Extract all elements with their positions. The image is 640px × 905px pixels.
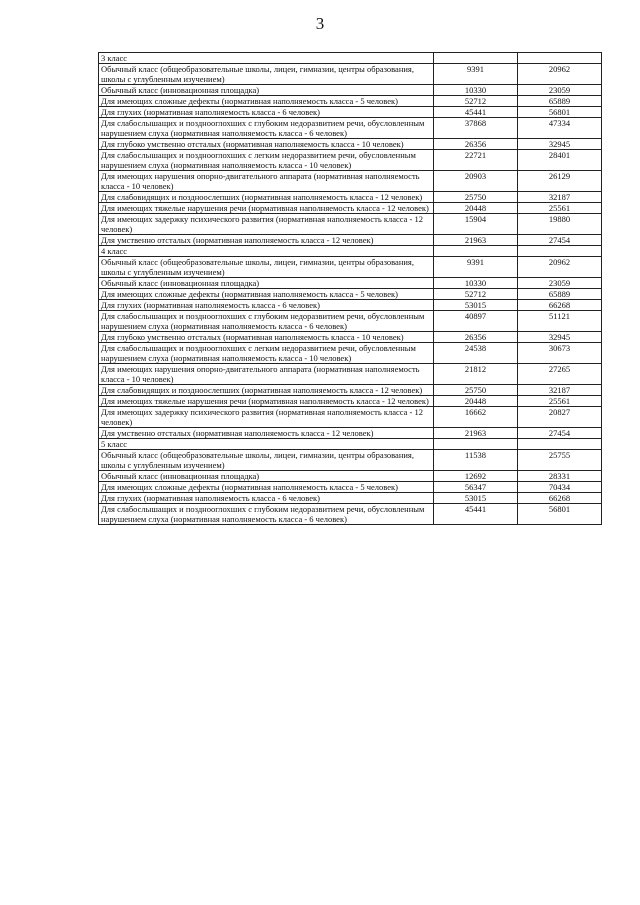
section-header-row (99, 439, 602, 450)
section-empty-cell-2 (518, 439, 602, 450)
table-row (99, 450, 602, 471)
table-row (99, 311, 602, 332)
table-row (99, 332, 602, 343)
row-label: Для слабослышащих и позднооглохших с легким недоразвитием речи, обусловленным нарушением слуха (нормативная наполняемость класса - 10 человек) (99, 150, 434, 171)
row-value-2: 23059 (518, 278, 602, 289)
row-value-2: 25561 (518, 203, 602, 214)
section-header-row (99, 246, 602, 257)
row-value-1: 11538 (434, 450, 518, 471)
cost-norms-table (98, 52, 602, 525)
row-label: Для имеющих сложные дефекты (нормативная наполняемость класса - 5 человек) (99, 96, 434, 107)
row-value-1: 24538 (434, 343, 518, 364)
row-label: Для слабовидящих и поздноослепших (нормативная наполняемость класса - 12 человек) (99, 385, 434, 396)
row-value-1: 45441 (434, 504, 518, 525)
row-value-2: 66268 (518, 300, 602, 311)
row-value-2: 51121 (518, 311, 602, 332)
row-value-2: 66268 (518, 493, 602, 504)
row-label: Обычный класс (общеобразовательные школы, лицеи, гимназии, центры образования, школы с углубленным изучением) (99, 64, 434, 85)
row-label: Обычный класс (инновационная площадка) (99, 278, 434, 289)
row-value-1: 25750 (434, 385, 518, 396)
row-label: Для слабослышащих и позднооглохших с легким недоразвитием речи, обусловленным нарушением слуха (нормативная наполняемость класса - 10 человек) (99, 343, 434, 364)
row-value-1: 56347 (434, 482, 518, 493)
row-label: Для имеющих тяжелые нарушения речи (нормативная наполняемость класса - 12 человек) (99, 203, 434, 214)
row-value-1: 21963 (434, 235, 518, 246)
table-row (99, 289, 602, 300)
table-row (99, 214, 602, 235)
row-label: Обычный класс (общеобразовательные школы, лицеи, гимназии, центры образования, школы с углубленным изучением) (99, 450, 434, 471)
row-label: Для слабослышащих и позднооглохших с глубоким недоразвитием речи, обусловленным нарушением слуха (нормативная наполняемость класса - 6 человек) (99, 504, 434, 525)
table-row (99, 139, 602, 150)
row-value-1: 20903 (434, 171, 518, 192)
row-value-1: 10330 (434, 85, 518, 96)
table-row (99, 96, 602, 107)
row-value-2: 32945 (518, 139, 602, 150)
row-label: Обычный класс (инновационная площадка) (99, 471, 434, 482)
row-label: Для глухих (нормативная наполняемость класса - 6 человек) (99, 493, 434, 504)
row-value-2: 32187 (518, 192, 602, 203)
section-empty-cell-2 (518, 246, 602, 257)
row-label: Обычный класс (инновационная площадка) (99, 85, 434, 96)
row-value-2: 32187 (518, 385, 602, 396)
table-row (99, 396, 602, 407)
row-value-2: 28401 (518, 150, 602, 171)
row-label: Для имеющих нарушения опорно-двигательного аппарата (нормативная наполняемость класса - 10 человек) (99, 364, 434, 385)
table-row (99, 482, 602, 493)
row-value-2: 25561 (518, 396, 602, 407)
row-value-2: 32945 (518, 332, 602, 343)
table-row (99, 171, 602, 192)
row-label: Для глубоко умственно отсталых (нормативная наполняемость класса - 10 человек) (99, 332, 434, 343)
row-label: Для умственно отсталых (нормативная наполняемость класса - 12 человек) (99, 235, 434, 246)
row-value-1: 9391 (434, 257, 518, 278)
row-label: Для имеющих нарушения опорно-двигательного аппарата (нормативная наполняемость класса - 10 человек) (99, 171, 434, 192)
row-label: Для глухих (нормативная наполняемость класса - 6 человек) (99, 300, 434, 311)
row-value-2: 27454 (518, 235, 602, 246)
table-row (99, 150, 602, 171)
section-title: 5 класс (99, 439, 434, 450)
row-value-2: 30673 (518, 343, 602, 364)
row-value-1: 25750 (434, 192, 518, 203)
row-value-2: 19880 (518, 214, 602, 235)
row-value-2: 20962 (518, 64, 602, 85)
row-value-2: 23059 (518, 85, 602, 96)
row-value-2: 28331 (518, 471, 602, 482)
row-value-2: 26129 (518, 171, 602, 192)
row-value-1: 53015 (434, 300, 518, 311)
row-value-1: 40897 (434, 311, 518, 332)
page-number: 3 (315, 14, 325, 33)
row-value-2: 56801 (518, 504, 602, 525)
section-header-row (99, 53, 602, 64)
row-value-2: 70434 (518, 482, 602, 493)
row-label: Для имеющих задержку психического развития (нормативная наполняемость класса - 12 человек) (99, 214, 434, 235)
row-label: Для умственно отсталых (нормативная наполняемость класса - 12 человек) (99, 428, 434, 439)
row-value-2: 47334 (518, 118, 602, 139)
table-row (99, 64, 602, 85)
row-label: Обычный класс (общеобразовательные школы, лицеи, гимназии, центры образования, школы с углубленным изучением) (99, 257, 434, 278)
row-value-2: 27454 (518, 428, 602, 439)
row-value-1: 12692 (434, 471, 518, 482)
section-empty-cell-1 (434, 53, 518, 64)
row-value-1: 37868 (434, 118, 518, 139)
row-label: Для глубоко умственно отсталых (нормативная наполняемость класса - 10 человек) (99, 139, 434, 150)
row-label: Для слабослышащих и позднооглохших с глубоким недоразвитием речи, обусловленным нарушением слуха (нормативная наполняемость класса - 6 человек) (99, 311, 434, 332)
section-title: 4 класс (99, 246, 434, 257)
table-row (99, 407, 602, 428)
section-empty-cell-2 (518, 53, 602, 64)
table-row (99, 504, 602, 525)
row-value-1: 16662 (434, 407, 518, 428)
row-value-1: 53015 (434, 493, 518, 504)
row-value-2: 27265 (518, 364, 602, 385)
section-title: 3 класс (99, 53, 434, 64)
row-label: Для имеющих тяжелые нарушения речи (нормативная наполняемость класса - 12 человек) (99, 396, 434, 407)
row-value-1: 10330 (434, 278, 518, 289)
row-value-1: 9391 (434, 64, 518, 85)
row-value-2: 25755 (518, 450, 602, 471)
row-label: Для слабовидящих и поздноослепших (нормативная наполняемость класса - 12 человек) (99, 192, 434, 203)
table-row (99, 278, 602, 289)
row-label: Для имеющих задержку психического развития (нормативная наполняемость класса - 12 человек) (99, 407, 434, 428)
table-row (99, 343, 602, 364)
table-row (99, 107, 602, 118)
table-row (99, 235, 602, 246)
row-value-2: 20962 (518, 257, 602, 278)
row-label: Для слабослышащих и позднооглохших с глубоким недоразвитием речи, обусловленным нарушением слуха (нормативная наполняемость класса - 6 человек) (99, 118, 434, 139)
table-row (99, 471, 602, 482)
section-empty-cell-1 (434, 439, 518, 450)
row-value-1: 22721 (434, 150, 518, 171)
table-row (99, 385, 602, 396)
row-label: Для имеющих сложные дефекты (нормативная наполняемость класса - 5 человек) (99, 482, 434, 493)
row-value-2: 20827 (518, 407, 602, 428)
row-value-1: 52712 (434, 96, 518, 107)
table-row (99, 428, 602, 439)
table-row (99, 203, 602, 214)
row-value-2: 56801 (518, 107, 602, 118)
row-value-1: 20448 (434, 203, 518, 214)
row-value-1: 45441 (434, 107, 518, 118)
table-row (99, 364, 602, 385)
row-label: Для имеющих сложные дефекты (нормативная наполняемость класса - 5 человек) (99, 289, 434, 300)
row-value-1: 26356 (434, 139, 518, 150)
table-row (99, 300, 602, 311)
row-label: Для глухих (нормативная наполняемость класса - 6 человек) (99, 107, 434, 118)
row-value-1: 52712 (434, 289, 518, 300)
row-value-1: 26356 (434, 332, 518, 343)
row-value-2: 65889 (518, 289, 602, 300)
row-value-1: 20448 (434, 396, 518, 407)
table-row (99, 118, 602, 139)
table-row (99, 192, 602, 203)
table-row (99, 493, 602, 504)
section-empty-cell-1 (434, 246, 518, 257)
row-value-1: 21963 (434, 428, 518, 439)
table-body (99, 53, 602, 525)
row-value-2: 65889 (518, 96, 602, 107)
table-row (99, 85, 602, 96)
table-row (99, 257, 602, 278)
row-value-1: 15904 (434, 214, 518, 235)
row-value-1: 21812 (434, 364, 518, 385)
